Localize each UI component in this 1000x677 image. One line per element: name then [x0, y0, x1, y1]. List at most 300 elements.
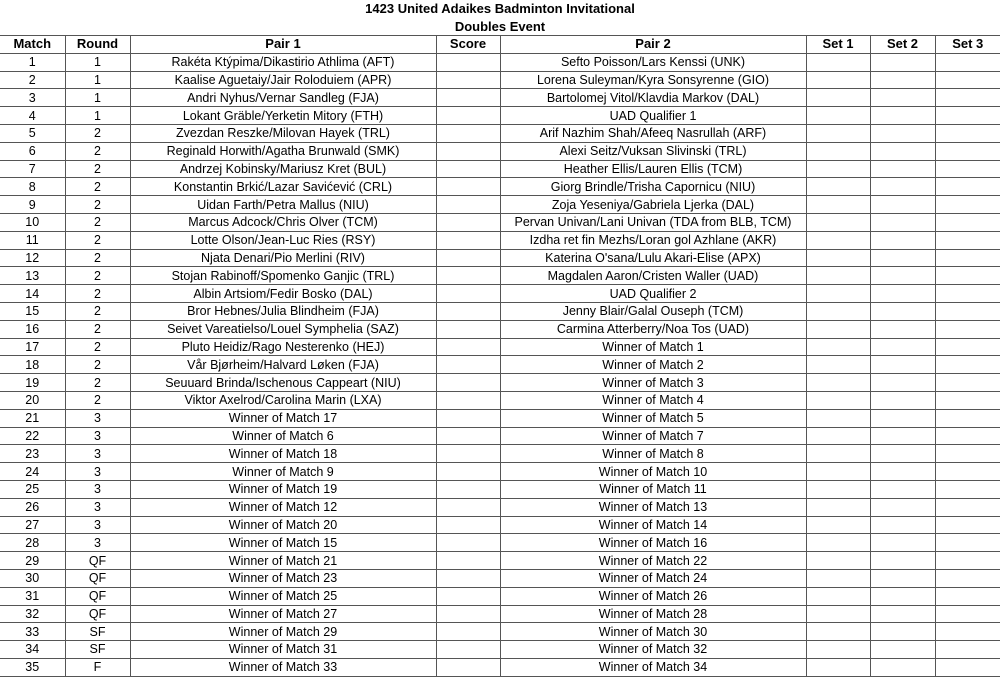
- score-cell[interactable]: [436, 107, 500, 125]
- set3-cell[interactable]: [935, 267, 1000, 285]
- pair2-cell: Winner of Match 13: [500, 498, 806, 516]
- set2-cell[interactable]: [870, 552, 935, 570]
- score-cell[interactable]: [436, 658, 500, 676]
- table-row: [0, 605, 1000, 623]
- set2-cell[interactable]: [870, 516, 935, 534]
- round-cell: 3: [65, 498, 130, 516]
- table-row: [0, 409, 1000, 427]
- set1-cell[interactable]: [806, 142, 870, 160]
- set1-cell[interactable]: [806, 213, 870, 231]
- score-cell[interactable]: [436, 356, 500, 374]
- round-cell: QF: [65, 552, 130, 570]
- set2-cell[interactable]: [870, 107, 935, 125]
- pair2-cell: UAD Qualifier 1: [500, 107, 806, 125]
- set3-cell[interactable]: [935, 178, 1000, 196]
- set2-cell[interactable]: [870, 374, 935, 392]
- score-cell[interactable]: [436, 516, 500, 534]
- round-cell: 1: [65, 53, 130, 71]
- set1-cell[interactable]: [806, 445, 870, 463]
- pair2-cell: Winner of Match 11: [500, 480, 806, 498]
- set1-cell[interactable]: [806, 320, 870, 338]
- score-cell[interactable]: [436, 587, 500, 605]
- set2-cell[interactable]: [870, 124, 935, 142]
- pair2-cell: Zoja Yeseniya/Gabriela Ljerka (DAL): [500, 196, 806, 214]
- page-subtitle: Doubles Event: [454, 19, 546, 34]
- round-cell: 2: [65, 285, 130, 303]
- set1-cell[interactable]: [806, 391, 870, 409]
- set1-cell[interactable]: [806, 409, 870, 427]
- set3-cell[interactable]: [935, 445, 1000, 463]
- pair2-cell: Sefto Poisson/Lars Kenssi (UNK): [500, 53, 806, 71]
- set2-cell[interactable]: [870, 391, 935, 409]
- table-row: [0, 267, 1000, 285]
- pair1-cell: Winner of Match 33: [130, 658, 436, 676]
- set1-cell[interactable]: [806, 534, 870, 552]
- match-number-cell: 27: [0, 516, 65, 534]
- header-score: Score: [436, 36, 500, 54]
- set3-cell[interactable]: [935, 534, 1000, 552]
- match-number-cell: 14: [0, 285, 65, 303]
- pair1-cell: Seivet Vareatielso/Louel Symphelia (SAZ): [130, 320, 436, 338]
- table-row: [0, 196, 1000, 214]
- set3-cell[interactable]: [935, 249, 1000, 267]
- score-cell[interactable]: [436, 623, 500, 641]
- set3-cell[interactable]: [935, 552, 1000, 570]
- match-number-cell: 8: [0, 178, 65, 196]
- table-row: [0, 285, 1000, 303]
- match-number-cell: 25: [0, 480, 65, 498]
- pair2-cell: Winner of Match 26: [500, 587, 806, 605]
- set1-cell[interactable]: [806, 374, 870, 392]
- table-row: [0, 178, 1000, 196]
- pair2-cell: Winner of Match 7: [500, 427, 806, 445]
- set1-cell[interactable]: [806, 516, 870, 534]
- round-cell: 2: [65, 267, 130, 285]
- set3-cell[interactable]: [935, 516, 1000, 534]
- round-cell: 2: [65, 320, 130, 338]
- match-number-cell: 4: [0, 107, 65, 125]
- set3-cell[interactable]: [935, 338, 1000, 356]
- table-row: [0, 641, 1000, 659]
- pair2-cell: UAD Qualifier 2: [500, 285, 806, 303]
- set3-cell[interactable]: [935, 53, 1000, 71]
- round-cell: 3: [65, 534, 130, 552]
- pair1-cell: Winner of Match 6: [130, 427, 436, 445]
- match-number-cell: 10: [0, 213, 65, 231]
- set3-cell[interactable]: [935, 623, 1000, 641]
- score-cell[interactable]: [436, 409, 500, 427]
- set2-cell[interactable]: [870, 356, 935, 374]
- match-number-cell: 6: [0, 142, 65, 160]
- match-number-cell: 12: [0, 249, 65, 267]
- set3-cell[interactable]: [935, 374, 1000, 392]
- round-cell: 3: [65, 409, 130, 427]
- set2-cell[interactable]: [870, 249, 935, 267]
- set1-cell[interactable]: [806, 641, 870, 659]
- set1-cell[interactable]: [806, 71, 870, 89]
- score-cell[interactable]: [436, 71, 500, 89]
- set1-cell[interactable]: [806, 498, 870, 516]
- match-number-cell: 16: [0, 320, 65, 338]
- set1-cell[interactable]: [806, 231, 870, 249]
- score-cell[interactable]: [436, 142, 500, 160]
- score-cell[interactable]: [436, 249, 500, 267]
- pair1-cell: Winner of Match 12: [130, 498, 436, 516]
- match-number-cell: 31: [0, 587, 65, 605]
- round-cell: QF: [65, 605, 130, 623]
- table-body: [0, 53, 1000, 676]
- round-cell: 3: [65, 445, 130, 463]
- round-cell: 2: [65, 124, 130, 142]
- set3-cell[interactable]: [935, 231, 1000, 249]
- match-number-cell: 33: [0, 623, 65, 641]
- set3-cell[interactable]: [935, 409, 1000, 427]
- table-row: [0, 320, 1000, 338]
- set3-cell[interactable]: [935, 302, 1000, 320]
- set1-cell[interactable]: [806, 249, 870, 267]
- match-table: [0, 35, 1000, 677]
- match-number-cell: 1: [0, 53, 65, 71]
- pair2-cell: Jenny Blair/Galal Ouseph (TCM): [500, 302, 806, 320]
- set1-cell[interactable]: [806, 587, 870, 605]
- score-cell[interactable]: [436, 267, 500, 285]
- table-row: [0, 498, 1000, 516]
- set2-cell[interactable]: [870, 463, 935, 481]
- set2-cell[interactable]: [870, 480, 935, 498]
- pair1-cell: Winner of Match 25: [130, 587, 436, 605]
- pair2-cell: Alexi Seitz/Vuksan Slivinski (TRL): [500, 142, 806, 160]
- match-number-cell: 32: [0, 605, 65, 623]
- pair2-cell: Winner of Match 1: [500, 338, 806, 356]
- match-number-cell: 24: [0, 463, 65, 481]
- set3-cell[interactable]: [935, 427, 1000, 445]
- round-cell: 2: [65, 249, 130, 267]
- set1-cell[interactable]: [806, 196, 870, 214]
- set3-cell[interactable]: [935, 587, 1000, 605]
- set1-cell[interactable]: [806, 53, 870, 71]
- pair1-cell: Vår Bjørheim/Halvard Løken (FJA): [130, 356, 436, 374]
- match-number-cell: 2: [0, 71, 65, 89]
- set2-cell[interactable]: [870, 623, 935, 641]
- match-number-cell: 13: [0, 267, 65, 285]
- set1-cell[interactable]: [806, 623, 870, 641]
- score-cell[interactable]: [436, 285, 500, 303]
- table-row: [0, 534, 1000, 552]
- set1-cell[interactable]: [806, 124, 870, 142]
- score-cell[interactable]: [436, 160, 500, 178]
- score-cell[interactable]: [436, 641, 500, 659]
- page-title: 1423 United Adaikes Badminton Invitational: [365, 1, 635, 16]
- score-cell[interactable]: [436, 320, 500, 338]
- header-pair2: Pair 2: [500, 36, 806, 54]
- pair1-cell: Konstantin Brkić/Lazar Savićević (CRL): [130, 178, 436, 196]
- set1-cell[interactable]: [806, 605, 870, 623]
- score-cell[interactable]: [436, 605, 500, 623]
- table-row: [0, 587, 1000, 605]
- set2-cell[interactable]: [870, 445, 935, 463]
- set3-cell[interactable]: [935, 196, 1000, 214]
- round-cell: SF: [65, 641, 130, 659]
- set2-cell[interactable]: [870, 427, 935, 445]
- round-cell: 1: [65, 89, 130, 107]
- pair2-cell: Winner of Match 10: [500, 463, 806, 481]
- pair2-cell: Winner of Match 24: [500, 569, 806, 587]
- table-row: [0, 249, 1000, 267]
- pair1-cell: Kaalise Aguetaiy/Jair Roloduiem (APR): [130, 71, 436, 89]
- score-cell[interactable]: [436, 463, 500, 481]
- table-row: [0, 569, 1000, 587]
- pair1-cell: Winner of Match 23: [130, 569, 436, 587]
- set3-cell[interactable]: [935, 641, 1000, 659]
- match-number-cell: 28: [0, 534, 65, 552]
- table-row: [0, 552, 1000, 570]
- set1-cell[interactable]: [806, 658, 870, 676]
- round-cell: SF: [65, 623, 130, 641]
- set1-cell[interactable]: [806, 302, 870, 320]
- set3-cell[interactable]: [935, 605, 1000, 623]
- set1-cell[interactable]: [806, 89, 870, 107]
- round-cell: 3: [65, 427, 130, 445]
- set3-cell[interactable]: [935, 285, 1000, 303]
- table-row: [0, 142, 1000, 160]
- set2-cell[interactable]: [870, 320, 935, 338]
- set1-cell[interactable]: [806, 552, 870, 570]
- set2-cell[interactable]: [870, 160, 935, 178]
- pair1-cell: Winner of Match 20: [130, 516, 436, 534]
- round-cell: 2: [65, 196, 130, 214]
- pair1-cell: Stojan Rabinoff/Spomenko Ganjic (TRL): [130, 267, 436, 285]
- set2-cell[interactable]: [870, 338, 935, 356]
- pair2-cell: Winner of Match 34: [500, 658, 806, 676]
- table-row: [0, 445, 1000, 463]
- pair2-cell: Winner of Match 22: [500, 552, 806, 570]
- round-cell: 3: [65, 463, 130, 481]
- score-cell[interactable]: [436, 427, 500, 445]
- pair2-cell: Lorena Suleyman/Kyra Sonsyrenne (GIO): [500, 71, 806, 89]
- round-cell: 1: [65, 71, 130, 89]
- score-cell[interactable]: [436, 89, 500, 107]
- set2-cell[interactable]: [870, 587, 935, 605]
- table-row: [0, 124, 1000, 142]
- pair1-cell: Winner of Match 18: [130, 445, 436, 463]
- pair1-cell: Winner of Match 19: [130, 480, 436, 498]
- set1-cell[interactable]: [806, 463, 870, 481]
- pair1-cell: Marcus Adcock/Chris Olver (TCM): [130, 213, 436, 231]
- set2-cell[interactable]: [870, 142, 935, 160]
- table-row: [0, 463, 1000, 481]
- pair2-cell: Winner of Match 4: [500, 391, 806, 409]
- set2-cell[interactable]: [870, 302, 935, 320]
- score-cell[interactable]: [436, 213, 500, 231]
- set3-cell[interactable]: [935, 124, 1000, 142]
- set1-cell[interactable]: [806, 480, 870, 498]
- set3-cell[interactable]: [935, 89, 1000, 107]
- table-row: [0, 71, 1000, 89]
- set1-cell[interactable]: [806, 285, 870, 303]
- score-cell[interactable]: [436, 480, 500, 498]
- set1-cell[interactable]: [806, 178, 870, 196]
- table-row: [0, 107, 1000, 125]
- table-row: [0, 480, 1000, 498]
- round-cell: 2: [65, 231, 130, 249]
- round-cell: 2: [65, 356, 130, 374]
- score-cell[interactable]: [436, 498, 500, 516]
- set3-cell[interactable]: [935, 71, 1000, 89]
- set3-cell[interactable]: [935, 391, 1000, 409]
- set3-cell[interactable]: [935, 498, 1000, 516]
- pair1-cell: Winner of Match 29: [130, 623, 436, 641]
- table-row: [0, 391, 1000, 409]
- header-match: Match: [0, 36, 65, 54]
- score-cell[interactable]: [436, 124, 500, 142]
- match-number-cell: 9: [0, 196, 65, 214]
- score-cell[interactable]: [436, 302, 500, 320]
- set1-cell[interactable]: [806, 160, 870, 178]
- set2-cell[interactable]: [870, 658, 935, 676]
- set3-cell[interactable]: [935, 480, 1000, 498]
- set3-cell[interactable]: [935, 107, 1000, 125]
- pair2-cell: Magdalen Aaron/Cristen Waller (UAD): [500, 267, 806, 285]
- pair1-cell: Albin Artsiom/Fedir Bosko (DAL): [130, 285, 436, 303]
- pair1-cell: Winner of Match 15: [130, 534, 436, 552]
- set2-cell[interactable]: [870, 605, 935, 623]
- match-number-cell: 3: [0, 89, 65, 107]
- pair2-cell: Winner of Match 3: [500, 374, 806, 392]
- pair1-cell: Winner of Match 21: [130, 552, 436, 570]
- score-cell[interactable]: [436, 569, 500, 587]
- match-number-cell: 11: [0, 231, 65, 249]
- match-number-cell: 19: [0, 374, 65, 392]
- table-row: [0, 231, 1000, 249]
- pair2-cell: Winner of Match 32: [500, 641, 806, 659]
- match-number-cell: 34: [0, 641, 65, 659]
- set2-cell[interactable]: [870, 196, 935, 214]
- pair1-cell: Bror Hebnes/Julia Blindheim (FJA): [130, 302, 436, 320]
- pair2-cell: Heather Ellis/Lauren Ellis (TCM): [500, 160, 806, 178]
- score-cell[interactable]: [436, 552, 500, 570]
- table-row: [0, 213, 1000, 231]
- table-row: [0, 356, 1000, 374]
- pair2-cell: Katerina O'sana/Lulu Akari-Elise (APX): [500, 249, 806, 267]
- pair2-cell: Pervan Univan/Lani Univan (TDA from BLB, TCM): [500, 213, 806, 231]
- pair1-cell: Winner of Match 31: [130, 641, 436, 659]
- pair1-cell: Andrzej Kobinsky/Mariusz Kret (BUL): [130, 160, 436, 178]
- set3-cell[interactable]: [935, 569, 1000, 587]
- pair1-cell: Lotte Olson/Jean-Luc Ries (RSY): [130, 231, 436, 249]
- set2-cell[interactable]: [870, 213, 935, 231]
- set1-cell[interactable]: [806, 267, 870, 285]
- set3-cell[interactable]: [935, 356, 1000, 374]
- score-cell[interactable]: [436, 445, 500, 463]
- set2-cell[interactable]: [870, 641, 935, 659]
- pair1-cell: Reginald Horwith/Agatha Brunwald (SMK): [130, 142, 436, 160]
- set3-cell[interactable]: [935, 463, 1000, 481]
- round-cell: 2: [65, 213, 130, 231]
- set2-cell[interactable]: [870, 498, 935, 516]
- pair1-cell: Njata Denari/Pio Merlini (RIV): [130, 249, 436, 267]
- set1-cell[interactable]: [806, 107, 870, 125]
- pair1-cell: Winner of Match 17: [130, 409, 436, 427]
- score-cell[interactable]: [436, 374, 500, 392]
- pair2-cell: Giorg Brindle/Trisha Capornicu (NIU): [500, 178, 806, 196]
- score-cell[interactable]: [436, 53, 500, 71]
- set2-cell[interactable]: [870, 89, 935, 107]
- table-row: [0, 623, 1000, 641]
- round-cell: 2: [65, 338, 130, 356]
- set2-cell[interactable]: [870, 178, 935, 196]
- set2-cell[interactable]: [870, 569, 935, 587]
- match-number-cell: 15: [0, 302, 65, 320]
- match-number-cell: 18: [0, 356, 65, 374]
- set2-cell[interactable]: [870, 53, 935, 71]
- set3-cell[interactable]: [935, 658, 1000, 676]
- set2-cell[interactable]: [870, 534, 935, 552]
- score-cell[interactable]: [436, 391, 500, 409]
- match-number-cell: 22: [0, 427, 65, 445]
- match-number-cell: 17: [0, 338, 65, 356]
- score-cell[interactable]: [436, 534, 500, 552]
- score-cell[interactable]: [436, 196, 500, 214]
- round-cell: 2: [65, 160, 130, 178]
- pair2-cell: Winner of Match 16: [500, 534, 806, 552]
- set2-cell[interactable]: [870, 409, 935, 427]
- table-row: [0, 302, 1000, 320]
- set1-cell[interactable]: [806, 356, 870, 374]
- round-cell: QF: [65, 569, 130, 587]
- score-cell[interactable]: [436, 178, 500, 196]
- header-set2: Set 2: [870, 36, 935, 54]
- table-row: [0, 89, 1000, 107]
- pair1-cell: Seuuard Brinda/Ischenous Cappeart (NIU): [130, 374, 436, 392]
- set2-cell[interactable]: [870, 267, 935, 285]
- set3-cell[interactable]: [935, 142, 1000, 160]
- set3-cell[interactable]: [935, 213, 1000, 231]
- round-cell: 2: [65, 374, 130, 392]
- pair2-cell: Winner of Match 8: [500, 445, 806, 463]
- score-cell[interactable]: [436, 338, 500, 356]
- pair1-cell: Lokant Gräble/Yerketin Mitory (FTH): [130, 107, 436, 125]
- table-row: [0, 516, 1000, 534]
- pair1-cell: Viktor Axelrod/Carolina Marin (LXA): [130, 391, 436, 409]
- set2-cell[interactable]: [870, 71, 935, 89]
- set2-cell[interactable]: [870, 285, 935, 303]
- pair2-cell: Winner of Match 28: [500, 605, 806, 623]
- pair2-cell: Izdha ret fin Mezhs/Loran gol Azhlane (AKR): [500, 231, 806, 249]
- set3-cell[interactable]: [935, 320, 1000, 338]
- header-row: [0, 36, 1000, 54]
- set2-cell[interactable]: [870, 231, 935, 249]
- round-cell: 2: [65, 391, 130, 409]
- pair2-cell: Winner of Match 2: [500, 356, 806, 374]
- round-cell: 2: [65, 178, 130, 196]
- table-row: [0, 160, 1000, 178]
- pair2-cell: Winner of Match 14: [500, 516, 806, 534]
- set3-cell[interactable]: [935, 160, 1000, 178]
- match-number-cell: 35: [0, 658, 65, 676]
- score-cell[interactable]: [436, 231, 500, 249]
- pair1-cell: Zvezdan Reszke/Milovan Hayek (TRL): [130, 124, 436, 142]
- table-row: [0, 374, 1000, 392]
- match-number-cell: 20: [0, 391, 65, 409]
- set1-cell[interactable]: [806, 569, 870, 587]
- pair1-cell: Andri Nyhus/Vernar Sandleg (FJA): [130, 89, 436, 107]
- pair2-cell: Winner of Match 30: [500, 623, 806, 641]
- pair2-cell: Bartolomej Vitol/Klavdia Markov (DAL): [500, 89, 806, 107]
- table-row: [0, 427, 1000, 445]
- set1-cell[interactable]: [806, 338, 870, 356]
- set1-cell[interactable]: [806, 427, 870, 445]
- round-cell: 3: [65, 516, 130, 534]
